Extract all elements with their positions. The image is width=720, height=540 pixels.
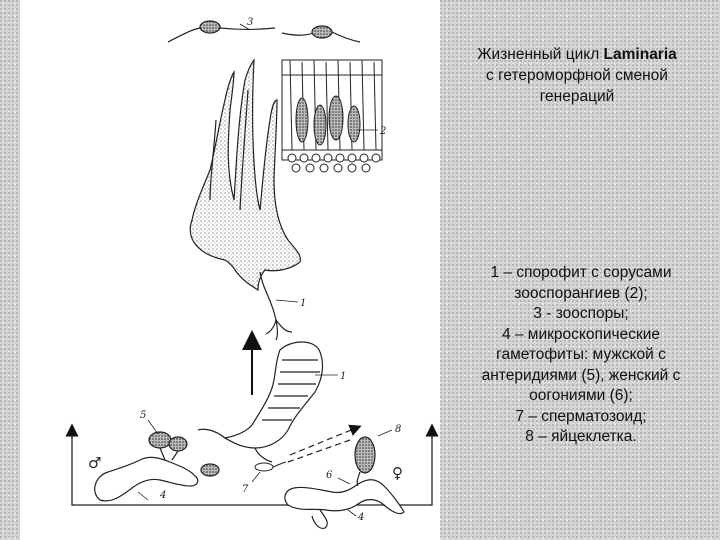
legend-line: антеридиями (5), женский с [481, 366, 681, 384]
slide-title [448, 44, 706, 107]
sorus-cross-section [282, 60, 382, 172]
title-genus: Laminaria [603, 46, 677, 63]
legend-line: гаметофиты: мужской с [496, 346, 666, 363]
label-spermatozoid: 7 [242, 484, 249, 495]
male-gametophyte [95, 432, 219, 501]
label-oogonia: 6 [326, 470, 333, 481]
legend-line: оогониями (6); [529, 387, 633, 404]
label-female-gametophyte: 4 [358, 512, 365, 523]
label-male-gametophyte: 4 [160, 490, 167, 501]
title-line-2: с гетероморфной сменой [486, 67, 668, 84]
label-zoospores: 3 [247, 17, 254, 28]
female-symbol: ♀ [392, 464, 403, 482]
life-cycle-illustration [20, 0, 440, 540]
legend-line: 8 – яйцеклетка. [525, 428, 637, 445]
legend-line: 1 – спорофит с сорусами [490, 264, 672, 281]
legend-line: 3 - зооспоры; [533, 305, 629, 322]
male-symbol: ♂ [88, 454, 102, 472]
legend-line: 4 – микроскопические [501, 325, 661, 343]
label-sporophyte-young: 1 [340, 371, 347, 382]
female-gametophyte [285, 437, 404, 528]
figure-legend [456, 263, 706, 448]
sporophyte-young [198, 342, 322, 462]
label-sorus: 2 [380, 126, 387, 137]
legend-line: 7 – сперматозоид; [515, 407, 647, 425]
legend-line: зооспорангиев (2); [514, 284, 648, 302]
label-egg-cell: 8 [395, 424, 402, 435]
label-sporophyte: 1 [300, 298, 307, 309]
title-line-3: генераций [539, 88, 615, 105]
zoospores [168, 21, 360, 42]
title-prefix: Жизненный цикл [477, 46, 604, 63]
spermatozoid [255, 462, 286, 471]
label-antheridia: 5 [140, 410, 147, 421]
life-cycle-figure [20, 0, 440, 540]
title-line-1 [448, 44, 706, 65]
